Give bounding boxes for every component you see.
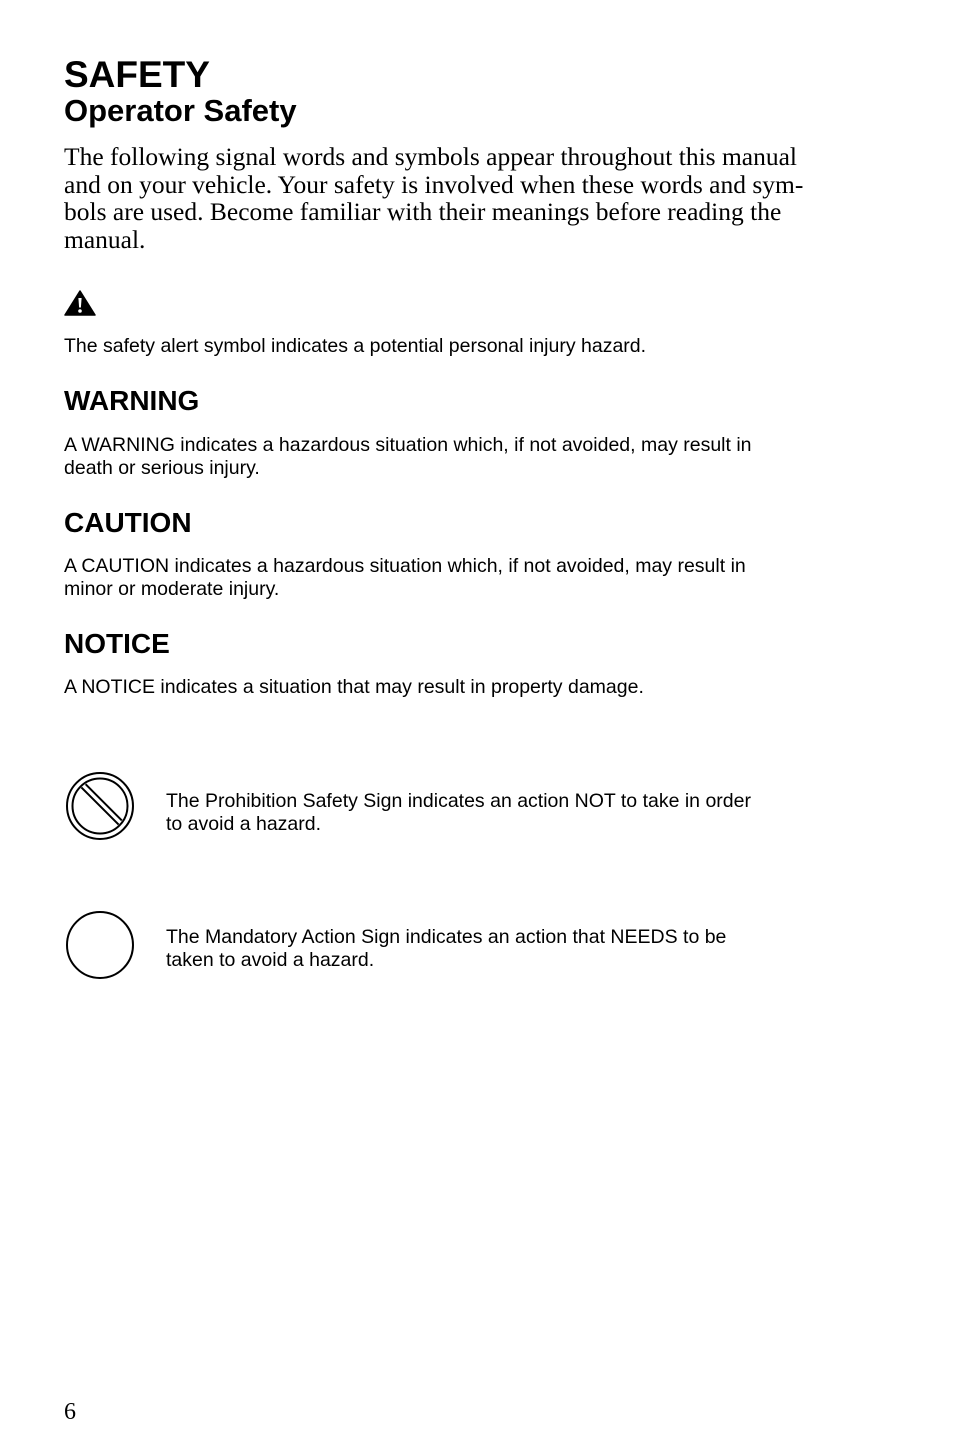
- notice-line: A NOTICE indicates a situation that may result in property damage.: [64, 676, 644, 698]
- section-title: SAFETY: [64, 54, 210, 95]
- mandatory-line: The Mandatory Action Sign indicates an action that NEEDS to be: [166, 926, 727, 948]
- mandatory-action-sign-description: [166, 926, 726, 971]
- prohibition-sign-description: [166, 790, 751, 835]
- caution-line: minor or moderate injury.: [64, 578, 280, 600]
- intro-line: manual.: [64, 224, 146, 254]
- page-number: 6: [64, 1399, 76, 1425]
- warning-line: death or serious injury.: [64, 457, 260, 479]
- intro-line: bols are used. Become familiar with their meanings before reading the: [64, 197, 782, 226]
- section-subtitle: Operator Safety: [64, 93, 297, 128]
- signal-word-warning: WARNING: [64, 385, 200, 416]
- warning-description: [64, 434, 752, 480]
- safety-alert-description: The safety alert symbol indicates a potential personal injury hazard.: [64, 335, 647, 357]
- signal-word-caution: CAUTION: [64, 507, 192, 538]
- safety-alert-triangle-icon: [64, 290, 96, 316]
- mandatory-line: taken to avoid a hazard.: [166, 948, 375, 971]
- signal-word-notice: NOTICE: [64, 628, 170, 659]
- intro-line: The following signal words and symbols appear throughout this manual: [64, 142, 798, 171]
- warning-line: A WARNING indicates a hazardous situation which, if not avoided, may result in: [64, 434, 752, 456]
- notice-description: [64, 676, 644, 699]
- intro-paragraph: [64, 143, 869, 253]
- intro-line: and on your vehicle. Your safety is involved when these words and sym-: [64, 169, 804, 199]
- prohibition-line: The Prohibition Safety Sign indicates an action NOT to take in order: [166, 790, 751, 812]
- prohibition-line: to avoid a hazard.: [166, 812, 322, 835]
- manual-page: [64, 0, 874, 1454]
- prohibition-sign-icon: [65, 771, 135, 841]
- caution-line: A CAUTION indicates a hazardous situation which, if not avoided, may result in: [64, 555, 746, 577]
- caution-description: [64, 555, 746, 601]
- mandatory-action-sign-icon: [65, 910, 135, 980]
